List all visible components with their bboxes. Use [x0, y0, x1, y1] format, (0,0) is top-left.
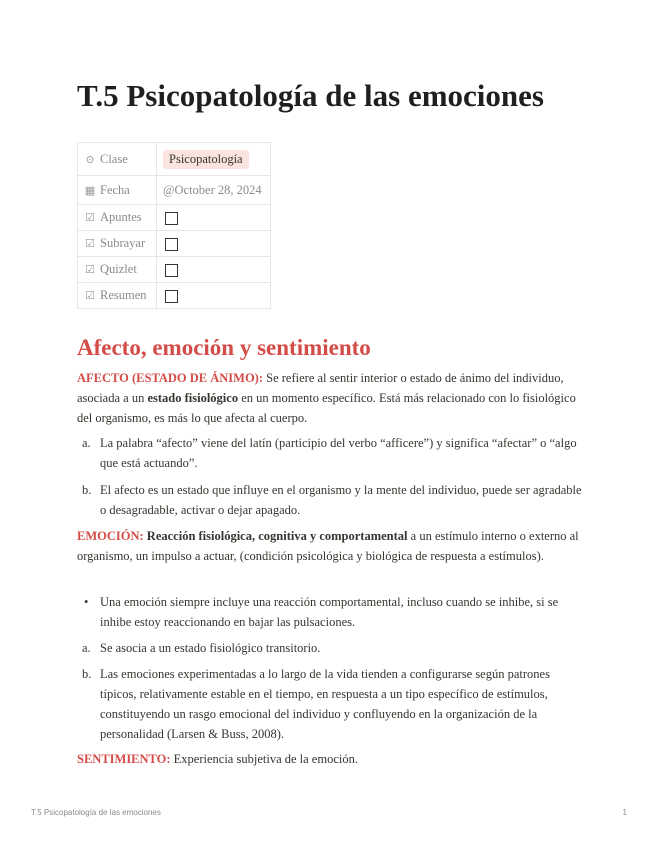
checkbox-property-icon: ☑: [85, 238, 95, 250]
apuntes-checkbox[interactable]: [165, 212, 178, 225]
afecto-paragraph: [77, 368, 587, 428]
calendar-icon: ▦: [84, 184, 96, 197]
checkbox-property-icon: ☑: [85, 290, 95, 302]
list-marker: b.: [82, 483, 92, 497]
list-marker: a.: [82, 436, 91, 450]
afecto-text-cont: en un momento específico. Está más relacionado con lo fisiológico del organismo, es más lo que afecta al cuerpo.: [77, 391, 576, 425]
list-item: [77, 480, 587, 520]
subrayar-checkbox[interactable]: [165, 238, 178, 251]
properties-table: [77, 142, 271, 309]
sentimiento-label: SENTIMIENTO:: [77, 752, 171, 766]
property-key: [78, 143, 157, 176]
list-item: [77, 664, 587, 744]
property-row-clase: [78, 143, 271, 176]
afecto-text: Se refiere al sentir interior o estado de ánimo del individuo, asociada a un: [77, 371, 564, 405]
property-row-resumen: [78, 283, 271, 309]
property-key: [78, 231, 157, 257]
sentimiento-text: Experiencia subjetiva de la emoción.: [170, 752, 358, 766]
property-key-label: Apuntes: [100, 210, 142, 224]
list-item-text: El afecto es un estado que influye en el organismo y la mente del individuo, puede ser agradable o desagradable, activar o dejar apagado.: [100, 483, 582, 517]
property-value[interactable]: [157, 176, 271, 205]
list-item: [77, 638, 587, 658]
list-marker: b.: [82, 667, 92, 681]
bullet-text: Una emoción siempre incluye una reacción comportamental, incluso cuando se inhibe, si se inhibe estoy reaccionando en bajar las pulsaciones.: [100, 595, 559, 629]
list-item: [77, 433, 587, 473]
resumen-checkbox[interactable]: [165, 290, 178, 303]
property-key-label: Resumen: [100, 288, 147, 302]
property-value[interactable]: [157, 143, 271, 176]
page-number: 1: [622, 808, 627, 817]
property-row-fecha: [78, 176, 271, 205]
bullet-item: [77, 592, 587, 632]
property-row-quizlet: [78, 257, 271, 283]
quizlet-checkbox[interactable]: [165, 264, 178, 277]
section-heading: Afecto, emoción y sentimiento: [77, 335, 371, 360]
emocion-label: EMOCIÓN:: [77, 529, 144, 543]
property-key-label: Quizlet: [100, 262, 137, 276]
page-title: T.5 Psicopatología de las emociones: [77, 78, 544, 113]
list-item-text: Las emociones experimentadas a lo largo de la vida tienden a configurarse según patrones típicos, relativamente estable en el tiempo, en respuesta a un tipo específico de estímulos, constituyendo un rasgo emocional del individuo y confluyendo en la organización de la personalidad (Larsen & Buss, 2008).: [100, 667, 550, 741]
afecto-label: AFECTO (ESTADO DE ÁNIMO):: [77, 371, 264, 385]
checkbox-property-icon: ☑: [85, 264, 95, 276]
property-row-apuntes: [78, 205, 271, 231]
property-key-label: Subrayar: [100, 236, 146, 250]
checkbox-property-icon: ☑: [85, 212, 95, 224]
clase-tag[interactable]: Psicopatología: [163, 150, 249, 169]
emocion-paragraph: [77, 526, 587, 566]
footer-title: T.5 Psicopatología de las emociones: [31, 808, 161, 817]
fecha-value[interactable]: @October 28, 2024: [163, 182, 262, 197]
afecto-bold: estado fisiológico: [147, 391, 239, 405]
list-item-text: Se asocia a un estado fisiológico transitorio.: [100, 641, 321, 655]
emocion-bold: Reacción fisiológica, cognitiva y comportamental: [143, 529, 408, 543]
property-value: [157, 257, 271, 283]
list-item-text: La palabra “afecto” viene del latín (participio del verbo “afficere”) y significa “afectar” o “algo que está actuando”.: [100, 436, 577, 470]
property-key: [78, 176, 157, 205]
property-value: [157, 205, 271, 231]
select-icon: ⊙: [85, 153, 95, 166]
sentimiento-paragraph: [77, 749, 587, 769]
property-row-subrayar: [78, 231, 271, 257]
property-value: [157, 231, 271, 257]
property-key: [78, 283, 157, 309]
property-key: [78, 257, 157, 283]
emocion-text: a un estímulo interno o externo al organismo, un impulso a actuar, (condición psicológica y biológica de respuesta a estímulos).: [77, 529, 579, 563]
bullet-marker: •: [84, 595, 89, 609]
property-key: [78, 205, 157, 231]
property-key-label: Fecha: [100, 182, 130, 197]
property-value: [157, 283, 271, 309]
property-key-label: Clase: [100, 151, 128, 166]
list-marker: a.: [82, 641, 91, 655]
